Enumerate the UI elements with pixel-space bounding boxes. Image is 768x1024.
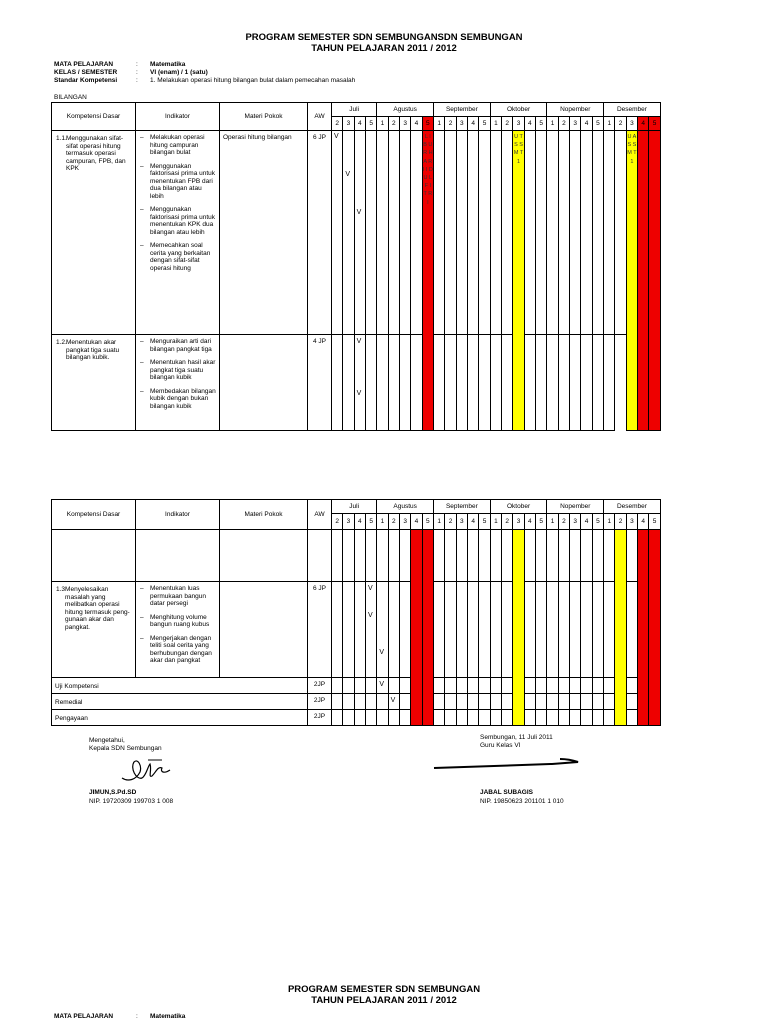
week-cell <box>411 131 422 335</box>
month-header: Oktober <box>490 500 547 514</box>
pengayaan-label: Pengayaan <box>52 710 308 726</box>
meta-kelas <box>54 69 208 77</box>
week-cell <box>456 131 467 335</box>
schedule-table-1 <box>51 102 661 431</box>
month-header: Nopember <box>547 103 604 117</box>
week-num: 5 <box>536 514 547 530</box>
aw-cell: 2JP <box>308 678 332 694</box>
week-num: 2 <box>332 514 343 530</box>
week-num: 5 <box>422 117 433 131</box>
materi-cell: Operasi hitung bilangan <box>220 131 308 335</box>
week-cell <box>570 131 581 335</box>
meta-sk-label: Standar Kompetensi <box>54 77 118 84</box>
kd-text: Menggunakan sifat-sifat operasi hitung termasuk operasi campuran, FPB, dan KPK <box>66 135 126 172</box>
week-cell <box>377 582 388 678</box>
check-mark: V <box>356 338 362 345</box>
month-header: September <box>434 103 491 117</box>
week-num: 3 <box>626 117 637 131</box>
month-header: Agustus <box>377 500 434 514</box>
sign-left-line2: Kepala SDN Sembungan <box>89 745 162 752</box>
indikator-item: – Memecahkan soal cerita yang berkaitan dengan sifat-sifat operasi hitung <box>150 242 217 272</box>
week-num: 5 <box>422 514 433 530</box>
signature-left-icon <box>118 752 174 788</box>
week-cell <box>502 131 513 335</box>
meta-colon: : <box>136 69 138 76</box>
week-cell <box>547 131 558 335</box>
sign-right-line1: Sembungan, 11 Juli 2011 <box>480 734 553 741</box>
check-mark: V <box>334 133 339 140</box>
week-cell <box>502 582 513 678</box>
meta-colon: : <box>136 1013 138 1020</box>
uji-kompetensi-label: Uji Kompetensi <box>52 678 308 694</box>
week-num: 3 <box>343 117 354 131</box>
week-num: 1 <box>604 117 615 131</box>
week-cell <box>399 335 410 431</box>
month-header: Nopember <box>547 500 604 514</box>
month-header: Oktober <box>490 103 547 117</box>
kd-number: 1.1. <box>56 135 67 142</box>
week-cell <box>445 582 456 678</box>
kd-cell <box>52 131 136 335</box>
week-num: 5 <box>649 514 660 530</box>
month-header: Juli <box>332 103 377 117</box>
section-label: BILANGAN <box>54 94 87 101</box>
week-cell <box>456 582 467 678</box>
indikator-cell <box>136 530 220 582</box>
col-header-aw: AW <box>308 500 332 530</box>
week-cell <box>434 582 445 678</box>
week-num: 4 <box>581 117 592 131</box>
week-cell <box>354 131 365 335</box>
kd-text: Menentukan akar pangkat tiga suatu bilangan kubik. <box>66 339 120 361</box>
week-cell <box>604 335 615 431</box>
week-cell <box>365 131 376 335</box>
table-row <box>52 710 661 726</box>
red-column <box>638 530 649 726</box>
col-header-materi: Materi Pokok <box>220 103 308 131</box>
kd-number: 1.2. <box>56 339 67 346</box>
week-cell <box>592 131 603 335</box>
week-cell <box>434 335 445 431</box>
week-num: 4 <box>524 117 535 131</box>
week-num: 2 <box>615 117 626 131</box>
table-row <box>52 131 661 335</box>
uas-column <box>626 131 637 431</box>
week-cell <box>411 335 422 431</box>
sign-left-nip: NIP. 19720309 199703 1 008 <box>89 798 174 805</box>
week-cell <box>558 335 569 431</box>
week-cell <box>468 335 479 431</box>
month-header: September <box>434 500 491 514</box>
week-cell <box>558 582 569 678</box>
meta-colon: : <box>136 77 138 84</box>
week-num: 3 <box>399 514 410 530</box>
month-header: Desember <box>604 500 661 514</box>
check-mark: V <box>345 171 350 178</box>
page-title: PROGRAM SEMESTER SDN SEMBUNGANSDN SEMBUNGAN <box>245 32 523 43</box>
week-num: 2 <box>445 117 456 131</box>
week-num: 1 <box>490 117 501 131</box>
week-num: 5 <box>649 117 660 131</box>
indikator-item: – Menggunakan faktorisasi prima untuk menentukan FPB dari dua bilangan atau lebih <box>150 163 217 201</box>
meta-mapel-value: Matematika <box>150 61 186 68</box>
check-mark: V <box>379 681 384 688</box>
week-cell <box>581 131 592 335</box>
week-num: 3 <box>570 514 581 530</box>
kd-cell <box>52 530 136 582</box>
week-cell <box>570 335 581 431</box>
check-mark: V <box>356 209 362 216</box>
week-num: 5 <box>536 117 547 131</box>
week-num: 2 <box>445 514 456 530</box>
week-num: 2 <box>332 117 343 131</box>
week-num: 4 <box>468 514 479 530</box>
uts-label: U T S S M T 1 <box>513 134 524 165</box>
week-cell <box>524 131 535 335</box>
week-num: 5 <box>479 514 490 530</box>
week-cell <box>479 131 490 335</box>
indikator-cell <box>136 582 220 678</box>
week-num: 5 <box>365 117 376 131</box>
week-num: 4 <box>581 514 592 530</box>
check-mark: V <box>379 649 384 656</box>
page2-meta-mapel <box>54 1013 185 1021</box>
indikator-item: – Menggunakan faktorisasi prima untuk menentukan KPK dua bilangan atau lebih <box>150 206 217 236</box>
sign-left-line1: Mengetahui, <box>89 737 125 744</box>
week-cell <box>377 335 388 431</box>
week-num: 2 <box>388 514 399 530</box>
table-row <box>52 530 661 582</box>
col-header-kd: Kompetensi Dasar <box>52 500 136 530</box>
week-cell <box>547 582 558 678</box>
aw-cell: 2JP <box>308 710 332 726</box>
aw-cell: 4 JP <box>308 335 332 431</box>
indikator-item: – Melakukan operasi hitung campuran bilangan bulat <box>150 134 217 157</box>
sign-right-line2: Guru Kelas VI <box>480 742 521 749</box>
week-num: 4 <box>468 117 479 131</box>
week-num: 2 <box>502 117 513 131</box>
table-row <box>52 335 661 431</box>
red-column <box>649 131 660 431</box>
week-cell <box>456 335 467 431</box>
week-cell <box>332 335 343 431</box>
materi-cell <box>220 582 308 678</box>
week-num: 5 <box>479 117 490 131</box>
materi-cell <box>220 530 308 582</box>
week-cell <box>388 335 399 431</box>
week-cell <box>536 131 547 335</box>
col-header-kd: Kompetensi Dasar <box>52 103 136 131</box>
check-mark: V <box>367 585 373 592</box>
week-cell <box>377 678 388 694</box>
aw-cell: 6 JP <box>308 131 332 335</box>
col-header-indikator: Indikator <box>136 103 220 131</box>
week-cell <box>388 694 399 710</box>
week-cell <box>468 131 479 335</box>
week-num: 4 <box>411 514 422 530</box>
week-cell <box>592 335 603 431</box>
week-num: 4 <box>354 514 365 530</box>
week-cell <box>354 335 365 431</box>
week-cell <box>547 335 558 431</box>
week-cell <box>558 131 569 335</box>
indikator-item: – Menentukan hasil akar pangkat tiga suatu bilangan kubik <box>150 359 217 382</box>
week-num: 2 <box>558 117 569 131</box>
page2-mapel-value: Matematika <box>150 1013 186 1020</box>
week-num: 1 <box>377 514 388 530</box>
week-cell <box>365 582 376 678</box>
kd-number: 1.3 <box>56 586 66 593</box>
week-num: 1 <box>434 117 445 131</box>
week-cell <box>388 582 399 678</box>
sign-left-name: JIMUN,S.Pd.SD <box>89 789 137 796</box>
week-num: 4 <box>411 117 422 131</box>
week-cell <box>615 131 626 335</box>
week-cell <box>502 335 513 431</box>
week-num: 1 <box>547 117 558 131</box>
week-cell <box>479 335 490 431</box>
schedule-table-2 <box>51 499 661 726</box>
week-cell <box>434 131 445 335</box>
week-cell <box>604 582 615 678</box>
week-num: 1 <box>377 117 388 131</box>
red-column <box>638 131 649 431</box>
indikator-cell <box>136 335 220 431</box>
check-mark: V <box>356 390 362 397</box>
week-cell <box>445 335 456 431</box>
week-cell <box>365 335 376 431</box>
page2-title: PROGRAM SEMESTER SDN SEMBUNGAN <box>287 984 481 995</box>
meta-mapel <box>54 61 185 69</box>
week-cell <box>490 582 501 678</box>
week-num: 5 <box>592 117 603 131</box>
aw-cell: 2JP <box>308 694 332 710</box>
week-cell <box>388 131 399 335</box>
kd-cell <box>52 582 136 678</box>
kd-text: Menyelesaikan masalah yang melibatkan operasi hitung termasuk peng-gunaan akar dan pangkat. <box>65 586 130 631</box>
week-cell <box>445 131 456 335</box>
meta-kelas-value: VI (enam) / 1 (satu) <box>150 69 208 76</box>
week-cell <box>604 131 615 335</box>
holiday-column <box>422 131 433 431</box>
week-cell <box>399 582 410 678</box>
week-cell <box>570 582 581 678</box>
week-cell <box>377 131 388 335</box>
week-num: 3 <box>456 514 467 530</box>
meta-sk <box>54 77 355 85</box>
week-num: 2 <box>388 117 399 131</box>
indikator-item: – Mengerjakan dengan teliti soal cerita yang berhubungan dengan akar dan pangkat <box>150 635 217 665</box>
sign-right-name: JABAL SUBAGIS <box>480 789 533 796</box>
week-num: 4 <box>354 117 365 131</box>
table-row <box>52 582 661 678</box>
week-cell <box>581 582 592 678</box>
check-mark: V <box>367 612 373 619</box>
week-cell <box>524 335 535 431</box>
table-row <box>52 694 661 710</box>
week-num: 1 <box>547 514 558 530</box>
materi-cell <box>220 335 308 431</box>
signature-right-icon <box>432 756 582 772</box>
week-cell <box>332 131 343 335</box>
red-column <box>649 530 660 726</box>
indikator-item: – Membedakan bilangan kubik dengan bukan bilangan kubik <box>150 388 217 411</box>
week-num: 2 <box>615 514 626 530</box>
month-header: Juli <box>332 500 377 514</box>
week-cell <box>536 335 547 431</box>
week-num: 1 <box>490 514 501 530</box>
meta-mapel-label: MATA PELAJARAN <box>54 61 114 68</box>
week-cell <box>468 582 479 678</box>
week-num: 2 <box>502 514 513 530</box>
week-cell <box>524 582 535 678</box>
week-num: 3 <box>626 514 637 530</box>
week-num: 3 <box>570 117 581 131</box>
meta-sk-value: 1. Melakukan operasi hitung bilangan bulat dalam pemecahan masalah <box>150 77 356 84</box>
week-cell <box>343 131 354 335</box>
week-cell <box>490 335 501 431</box>
meta-colon: : <box>136 61 138 68</box>
sign-right-nip: NIP. 19850623 201101 1 010 <box>480 798 564 805</box>
week-cell <box>592 582 603 678</box>
check-mark: V <box>390 697 396 704</box>
page2-subtitle: TAHUN PELAJARAN 2011 / 2012 <box>311 995 457 1006</box>
week-cell <box>332 582 343 678</box>
week-cell <box>343 335 354 431</box>
week-cell <box>399 131 410 335</box>
week-num: 3 <box>513 514 524 530</box>
week-cell <box>490 131 501 335</box>
remedial-label: Remedial <box>52 694 308 710</box>
week-cell <box>479 582 490 678</box>
uas-column <box>615 530 626 726</box>
week-num: 1 <box>604 514 615 530</box>
week-cell <box>354 582 365 678</box>
week-num: 5 <box>365 514 376 530</box>
week-num: 1 <box>434 514 445 530</box>
red-column <box>411 530 422 726</box>
week-cell <box>343 582 354 678</box>
page2-mapel-label: MATA PELAJARAN <box>54 1013 114 1020</box>
kd-cell <box>52 335 136 431</box>
week-num: 2 <box>558 514 569 530</box>
indikator-cell <box>136 131 220 335</box>
aw-cell: 6 JP <box>308 582 332 678</box>
page-subtitle: TAHUN PELAJARAN 2011 / 2012 <box>311 43 457 54</box>
indikator-item: – Menghitung volume bangun ruang kubus <box>150 614 217 629</box>
week-cell <box>581 335 592 431</box>
week-cell <box>536 582 547 678</box>
aw-cell <box>308 530 332 582</box>
meta-kelas-label: KELAS / SEMESTER <box>54 69 118 76</box>
month-header: Desember <box>604 103 661 117</box>
week-num: 3 <box>456 117 467 131</box>
table-row <box>52 678 661 694</box>
week-num: 4 <box>638 117 649 131</box>
uts-column <box>513 530 524 726</box>
uas-label: U A S S M T 1 <box>627 134 637 165</box>
col-header-aw: AW <box>308 103 332 131</box>
week-num: 4 <box>638 514 649 530</box>
col-header-indikator: Indikator <box>136 500 220 530</box>
week-num: 4 <box>524 514 535 530</box>
holiday-label: L I B U R H A R I I D U L F I T R I <box>422 134 433 206</box>
uts-column <box>513 131 524 431</box>
week-num: 3 <box>343 514 354 530</box>
month-header: Agustus <box>377 103 434 117</box>
red-column <box>422 530 433 726</box>
indikator-item: – Menguraikan arti dari bilangan pangkat tiga <box>150 338 217 353</box>
indikator-item: – Menentukan luas permukaan bangun datar persegi <box>150 585 217 608</box>
week-num: 5 <box>592 514 603 530</box>
week-num: 3 <box>399 117 410 131</box>
week-num: 3 <box>513 117 524 131</box>
col-header-materi: Materi Pokok <box>220 500 308 530</box>
